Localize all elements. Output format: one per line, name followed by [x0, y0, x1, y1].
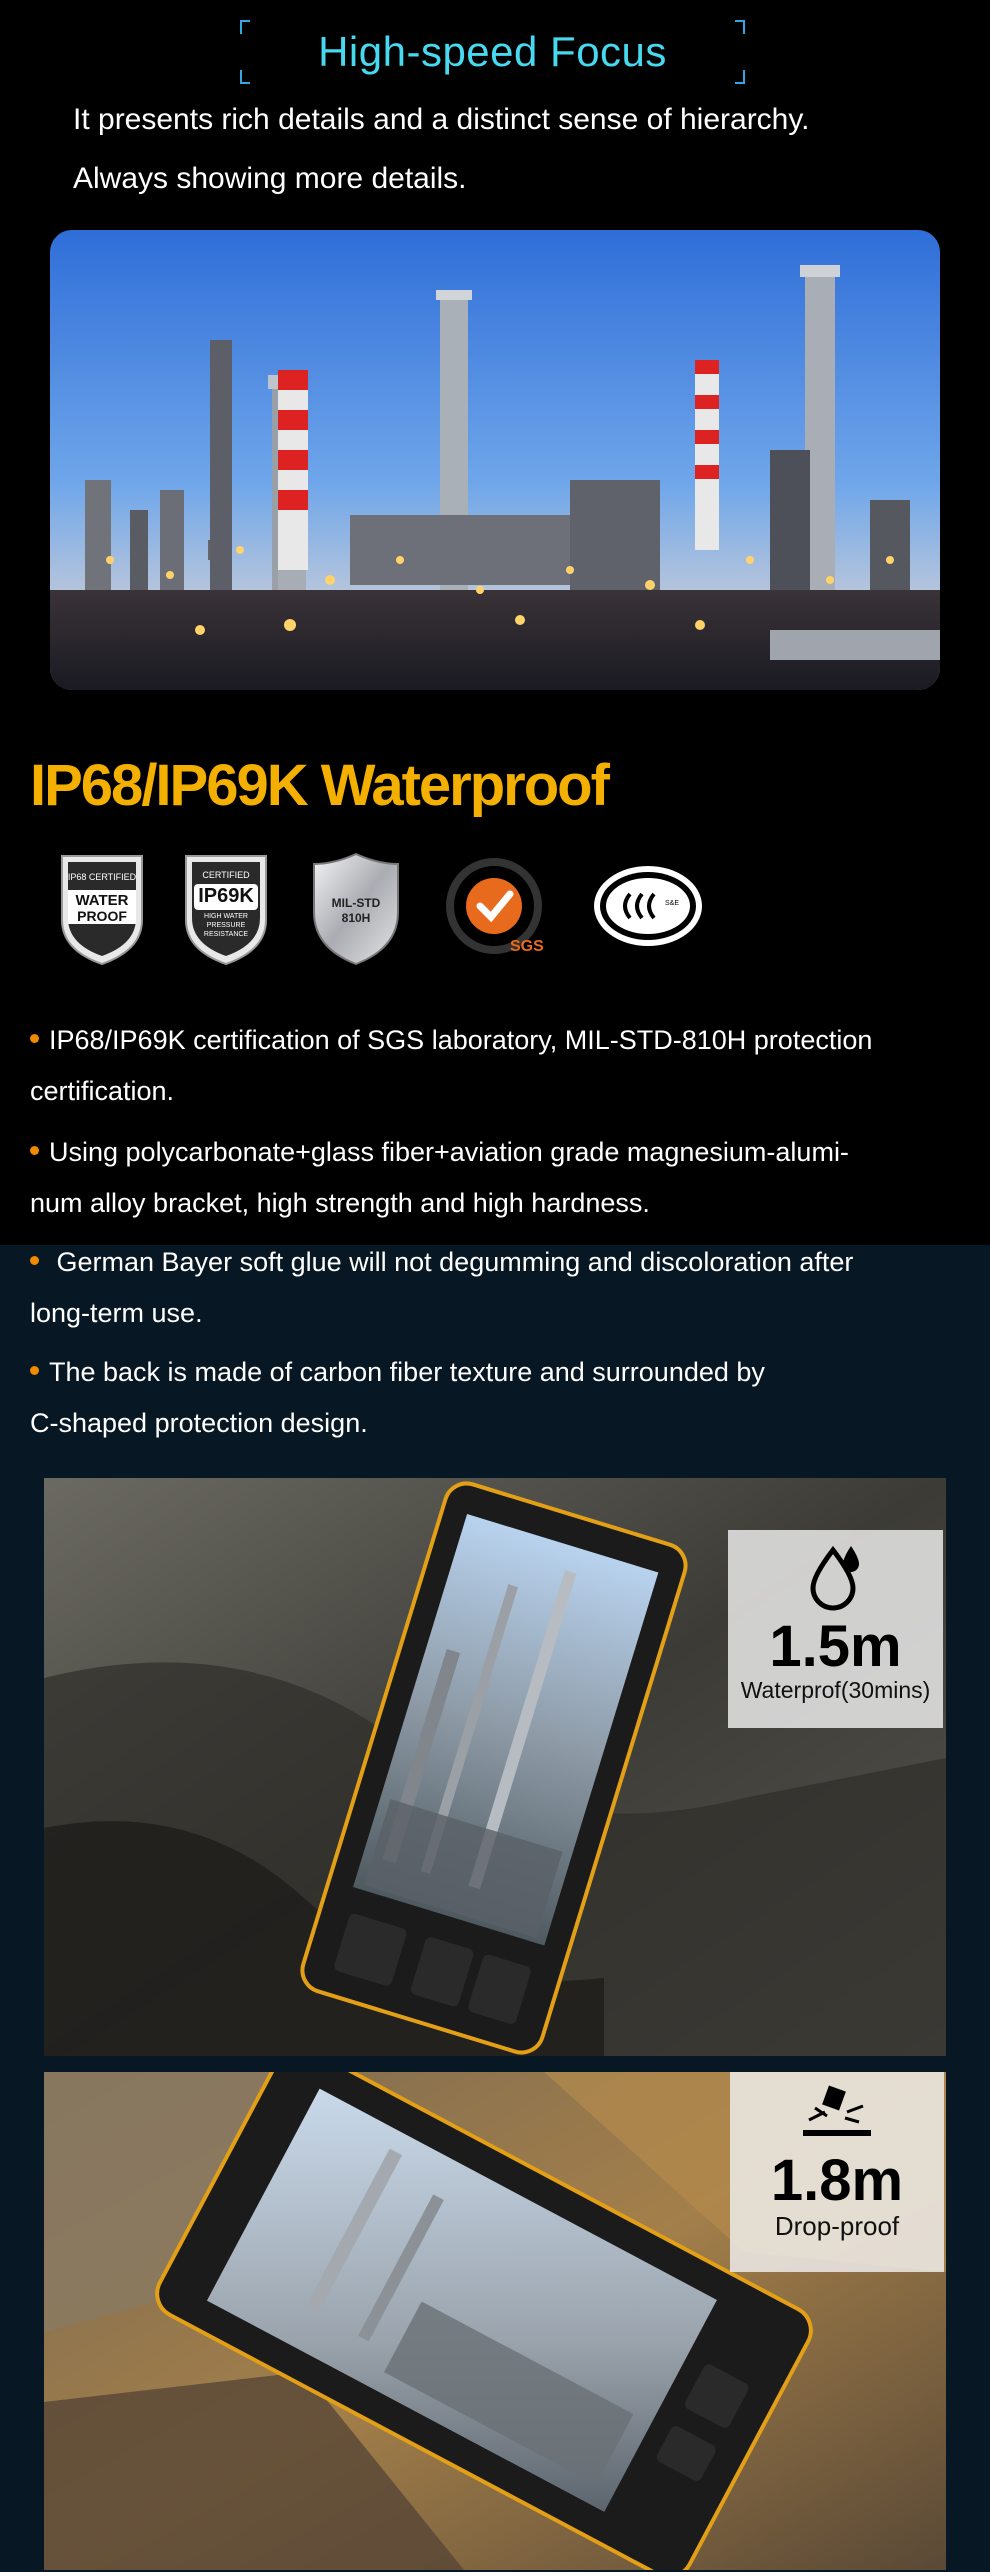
ip68-badge [54, 850, 150, 973]
list-item-text: The back is made of carbon fiber texture and surrounded by [49, 1357, 765, 1387]
sgs-badge [442, 850, 552, 973]
list-item-text: long-term use. [30, 1298, 203, 1328]
badge-label: S&E [665, 900, 680, 907]
drop-label: Drop-proof [774, 2211, 900, 2241]
list-item-text: num alloy bracket, high strength and high hardness. [30, 1188, 650, 1218]
badge-label: CERTIFIED [202, 870, 250, 880]
intro-text: It presents rich details and a distinct sense of hierarchy. [73, 103, 810, 136]
badge-label: 810H [341, 911, 371, 925]
badge-label: IP69K [198, 885, 254, 907]
ip69k-badge [180, 850, 272, 973]
bullet-dot [30, 1146, 39, 1155]
bullet-dot [30, 1256, 39, 1265]
water-drop-icon [801, 1542, 871, 1612]
bullet-dot [30, 1366, 39, 1375]
list-item-text: C-shaped protection design. [30, 1408, 368, 1438]
mil-std-badge [308, 850, 404, 973]
badge-label: MIL-STD [331, 896, 381, 910]
drop-spec-card [730, 2072, 944, 2272]
list-item [30, 1237, 970, 1339]
waterproof-label: Waterprof(30mins) [740, 1677, 931, 1703]
list-item-text: certification. [30, 1076, 175, 1106]
section-header [240, 18, 745, 86]
badge-label: HIGH WATER [204, 913, 248, 920]
section-title: High-speed Focus [318, 28, 667, 75]
list-item-text: German Bayer soft glue will not degumming and discoloration after [49, 1247, 854, 1277]
industrial-plant-image [50, 230, 940, 690]
list-item [30, 1015, 970, 1117]
badge-label: RESISTANCE [203, 931, 249, 938]
badge-label: WATER [75, 892, 129, 909]
badge-label: SGS [510, 938, 544, 955]
drop-height: 1.8m [770, 2148, 904, 2213]
waterproof-depth: 1.5m [769, 1614, 902, 1679]
list-item [30, 1347, 970, 1449]
bullet-dot [30, 1034, 39, 1043]
badge-label: IP68 CERTIFIED [67, 872, 137, 882]
badge-label: PROOF [77, 908, 127, 924]
badge-label: PRESSURE [206, 922, 246, 929]
waterproof-spec-card [728, 1530, 943, 1728]
intro-text: Always showing more details. [73, 162, 467, 195]
list-item-text: IP68/IP69K certification of SGS laboratory, MIL-STD-810H protection [49, 1025, 873, 1055]
list-item [30, 1127, 970, 1229]
certification-badges [50, 850, 730, 980]
drop-impact-icon [797, 2082, 877, 2146]
waterproof-title: IP68/IP69K Waterproof [30, 753, 608, 818]
ccc-badge [590, 862, 710, 957]
list-item-text: Using polycarbonate+glass fiber+aviation grade magnesium-alumi- [49, 1137, 849, 1167]
